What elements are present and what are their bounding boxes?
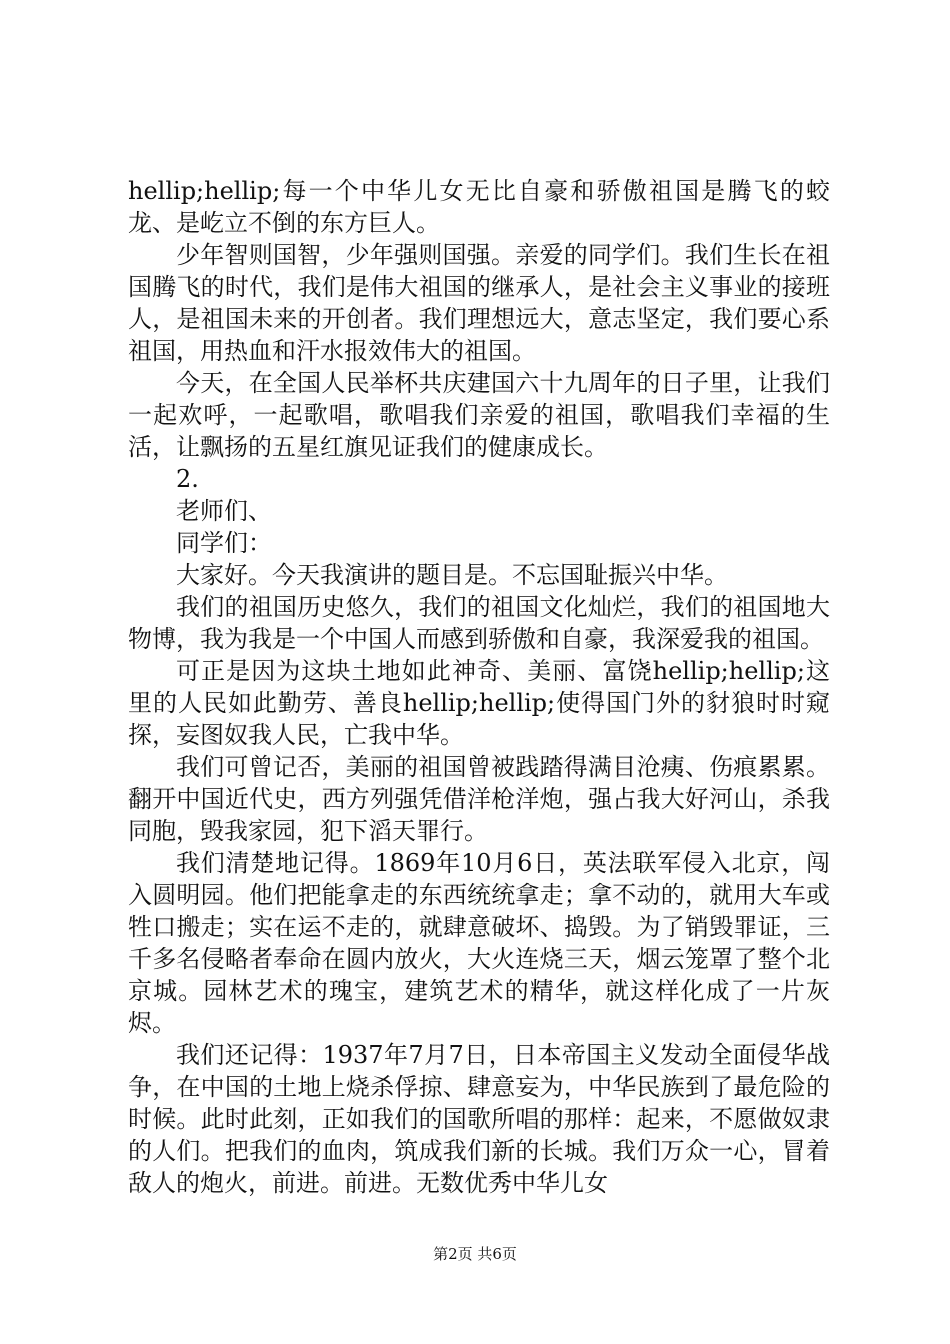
paragraph-motherland: 我们的祖国历史悠久，我们的祖国文化灿烂，我们的祖国地大物博，我为我是一个中国人而感到骄傲和自豪，我深爱我的祖国。 [128,593,830,653]
paragraph-greeting: 大家好。今天我演讲的题目是。不忘国耻振兴中华。 [176,561,728,589]
salutation-teachers: 老师们、 [176,497,272,525]
paragraph-1937: 我们还记得：1937年7月7日，日本帝国主义发动全面侵华战争，在中国的土地上烧杀俘掠、肆意妄为，中华民族到了最危险的时候。此时此刻，正如我们的国歌所唱的那样：起来，不愿做奴隶的人们。把我们的血肉，筑成我们新的长城。我们万众一心，冒着敌人的炮火，前进。前进。无数优秀中华儿女 [128,1041,830,1197]
salutation-students: 同学们： [176,529,272,557]
paragraph-1: hellip;hellip;每一个中华儿女无比自豪和骄傲祖国是腾飞的蛟龙、是屹立不倒的东方巨人。 [128,177,830,237]
page-number-footer: 第2页 共6页 [433,1245,517,1263]
paragraph-yuanmingyuan: 我们清楚地记得。1869年10月6日，英法联军侵入北京，闯入圆明园。他们把能拿走的东西统统拿走；拿不动的，就用大车或牲口搬走；实在运不走的，就肆意破坏、捣毁。为了销毁罪证，三千多名侵略者奉命在圆内放火，大火连烧三天，烟云笼罩了整个北京城。园林艺术的瑰宝，建筑艺术的精华，就这样化成了一片灰烬。 [128,849,830,1037]
paragraph-land: 可正是因为这块土地如此神奇、美丽、富饶hellip;hellip;这里的人民如此勤劳、善良hellip;hellip;使得国门外的豺狼时时窥探，妄图奴我人民，亡我中华。 [128,657,830,749]
paragraph-3: 今天，在全国人民举杯共庆建国六十九周年的日子里，让我们一起欢呼，一起歌唱，歌唱我们亲爱的祖国，歌唱我们幸福的生活，让飘扬的五星红旗见证我们的健康成长。 [128,369,830,461]
document-body [128,175,830,1199]
section-number: 2. [176,465,199,493]
paragraph-2: 少年智则国智，少年强则国强。亲爱的同学们。我们生长在祖国腾飞的时代，我们是伟大祖国的继承人，是社会主义事业的接班人，是祖国未来的开创者。我们理想远大，意志坚定，我们要心系祖国，用热血和汗水报效伟大的祖国。 [128,241,830,365]
paragraph-history: 我们可曾记否，美丽的祖国曾被践踏得满目沧痍、伤痕累累。翻开中国近代史，西方列强凭借洋枪洋炮，强占我大好河山，杀我同胞，毁我家园，犯下滔天罪行。 [128,753,830,845]
